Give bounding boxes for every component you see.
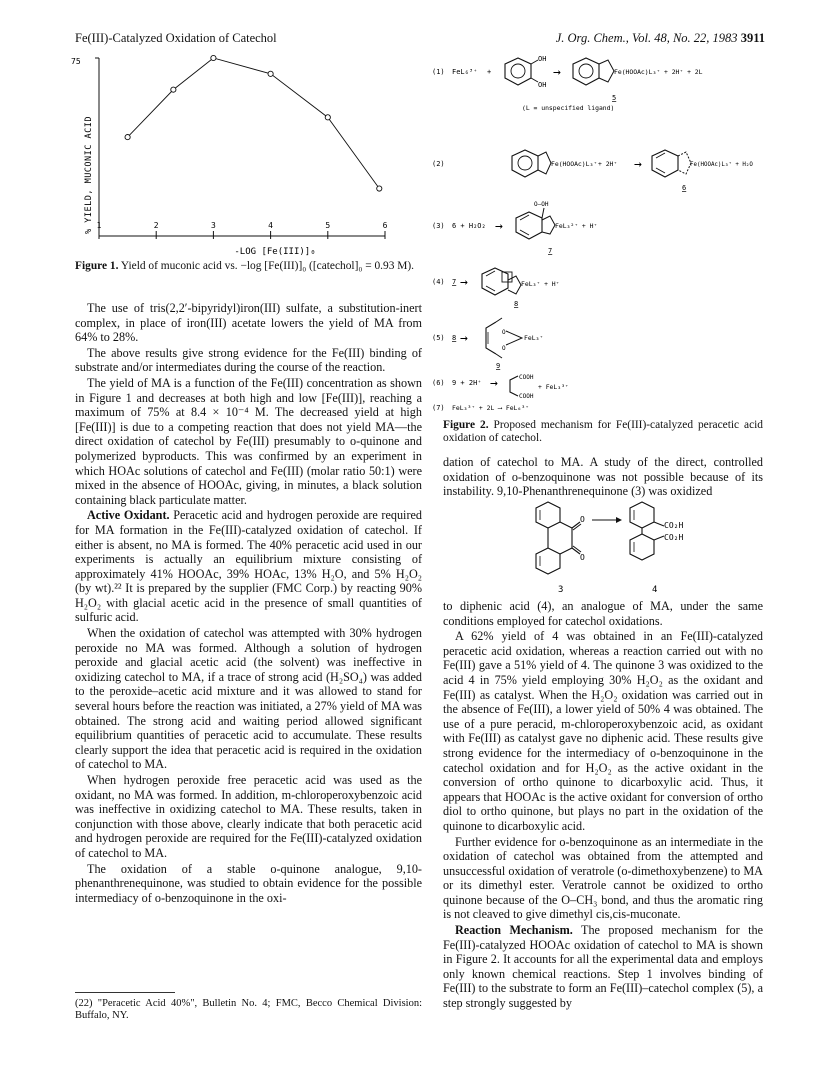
muconic-acid-structure (510, 376, 518, 396)
data-point (125, 135, 130, 140)
step-5-number: (5) (432, 334, 445, 342)
compound-8-label: 8 (514, 300, 519, 308)
step-1-oh-top: OH (538, 55, 547, 63)
y-axis-top-tick: 75 (71, 57, 81, 66)
step-5-o-labels-2: O (502, 345, 506, 352)
left-column-paragraph (75, 508, 422, 625)
step-7-number: (7) (432, 404, 445, 412)
step-5-lhs: 8 (452, 334, 457, 342)
x-axis-label: -LOG [Fe(III)]₀ (234, 247, 316, 257)
step-4-lhs: 7 (452, 278, 457, 286)
step-6-cooh-2: COOH (519, 393, 534, 400)
scheme-co2h-1: CO₂H (664, 521, 684, 530)
chart-series (125, 55, 382, 191)
right-column-paragraph: Further evidence for o-benzoquinone as an intermediate in the oxidation of catechol was obtained from the attempted and unsuccessful oxidation of veratrole (o-dimethoxybenzene) to MA or its dimethyl ester. Veratrole cannot be oxidized to ortho quinone because of the O–CH₃ bond, and thus the aromatic ring is not cleaved to give dimethyl cis,cis-muconate. (443, 834, 763, 922)
left-column-paragraph: When the oxidation of catechol was attempted with 30% hydrogen peroxide no MA was formed. Although a solution of hydrogen peroxide and glacial acetic acid (the solvent) was ineffective in oxidizing catechol to MA, if a trace of strong acid (H₂SO₄) was added to the peroxide–acetic acid mixture and it was allowed to stand for several hours before the reaction was initiated, a 27% yield of MA was obtained. The strong acid and waiting period allowed significant equilibrium quantities of peracetic acid to accumulate. These results clearly support the idea that peracetic acid is required in the oxidation of catechol to MA. (75, 626, 422, 772)
quinone-oxygen-1: O (580, 515, 585, 524)
open-chain-9 (486, 322, 496, 354)
step-7-text: FeL₃³⁺ + 2L ⟶ FeL₆³⁺ (452, 404, 529, 412)
footnote-22: (22) "Peracetic Acid 40%", Bulletin No. 4; FMC, Becco Chemical Division: Buffalo, NY. (75, 998, 422, 1022)
right-column-paragraph (443, 923, 763, 1011)
running-header-title: Fe(III)-Catalyzed Oxidation of Catechol (75, 31, 277, 45)
x-tick-label: 6 (382, 221, 388, 230)
step-5-arrow: → (460, 331, 468, 346)
step-3-ooh: O–OH (534, 201, 549, 208)
figure-1-chart (71, 50, 395, 260)
figure-2-mechanism (430, 48, 770, 418)
figure-2-caption-text: Proposed mechanism for Fe(III)-catalyzed peracetic acid oxidation of catechol. (443, 419, 763, 445)
step-4-number: (4) (432, 278, 445, 286)
data-point (171, 87, 176, 92)
footnote-rule (75, 992, 175, 993)
scheme-label-4: 4 (652, 585, 658, 595)
scheme-co2h-2: CO₂H (664, 533, 684, 542)
right-column-top-text: dation of catechol to MA. A study of the direct, controlled oxidation of o-benzoquinone was not possible because of its instability. 9,10-Phenanthrenequinone (3) was oxidized (443, 455, 763, 499)
data-point (325, 115, 330, 120)
x-tick-label: 2 (153, 221, 159, 230)
figure-1-caption-text: Yield of muconic acid vs. −log [Fe(III)]₀ ([catechol]₀ = 0.93 M). (120, 260, 415, 272)
figure-2-caption (443, 419, 763, 445)
step-3-arrow: → (495, 219, 503, 234)
step-6-number: (6) (432, 379, 445, 387)
step-4-arrow: → (460, 275, 468, 290)
right-column-body (443, 599, 763, 1011)
right-column-paragraph: A 62% yield of 4 was obtained in an Fe(III)-catalyzed peracetic acid oxidation, whereas a reaction carried out with no Fe(III) gave a 51% yield of 4. The quinone 3 was oxidized to the acid 4 in 75% yield employing 30% H₂O₂ as the oxidant and Fe(III) as catalyst. When the H₂O₂ oxidation was carried out in the absence of Fe(III), a lower yield of 50% 4 was obtained. The use of a pure peracid, m-chloroperoxybenzoic acid, as oxidant with Fe(III) as catalyst gave no diphenic acid. These results give strong evidence for the intermediacy of o-benzoquinone in the catechol oxidation and for H₂O₂ as the active oxidant in the conversion of ortho quinone to dicarboxylic acid. Thus, it appears that HOOAc is the active oxidant for conversion of ortho diol to ortho quinone, but plays no part in the oxidation of the quinone to dicarboxylic acid. (443, 629, 763, 833)
step-2-plus: + 2H⁺ (598, 160, 618, 168)
left-column-paragraph: The yield of MA is a function of the Fe(III) concentration as shown in Figure 1 and decreases at both high and low [Fe(III)], reaching a maximum of 75% at 8.4 × 10⁻⁴ M. The decreased yield at high [Fe(III)] is due to a competing reaction that does not yield MA—the direct oxidation of catechol by Fe(III) presumably to o-quinone and polymerized byproducts. This was confirmed by an experiment in which HOAc solutions of catechol and Fe(III) (molar ratio 50:1) were mixed in the absence of HOOAc, giving, in minutes, a black solution containing black particulate matter. (75, 375, 422, 507)
data-point (268, 71, 273, 76)
right-column-paragraph: to diphenic acid (4), an analogue of MA, under the same conditions employed for catechol oxidations. (443, 599, 763, 628)
ligand-note: (L = unspecified ligand) (522, 104, 615, 112)
step-6-arrow: → (490, 376, 498, 391)
y-axis-label: % YIELD, MUCONIC ACID (84, 116, 94, 234)
volume-info: Vol. 48, No. 22, 1983 (632, 31, 738, 45)
data-point (377, 186, 382, 191)
step-6-cooh-1: COOH (519, 374, 534, 381)
figure-1-caption (75, 260, 422, 273)
step-4-product: FeL₃⁺ + H⁺ (521, 280, 560, 288)
left-column-paragraph: The use of tris(2,2′-bipyridyl)iron(III) sulfate, a substitution-inert complex, in place of iron(III) acetate lowers the yield of MA from 64% to 28%. (75, 301, 422, 345)
running-header-journal (556, 31, 765, 46)
step-1-oh-bottom: OH (538, 81, 547, 89)
x-tick-label: 1 (96, 221, 102, 230)
data-point (211, 55, 216, 60)
step-5-product: FeL₃⁺ (524, 334, 544, 342)
page-number: 3911 (740, 31, 765, 45)
series-line (128, 58, 380, 189)
quinone-oxygen-2: O (580, 553, 585, 562)
step-1-number: (1) (432, 68, 445, 76)
paragraph-text: Peracetic acid and hydrogen peroxide are required for MA formation in the Fe(III)-catalyzed oxidation of catechol. If either is absent, no MA is formed. The 40% peracetic acid used in our experiments is actually an equilibrium mixture consisting of approximately 41% HOOAc, 39% HOAc, 13% H₂O, and 5% H₂O₂ (by wt).²² It is prepared by the supplier (FMC Corp.) by reacting 90% H₂O₂ with glacial acetic acid in the presence of small quantities of sulfuric acid. (75, 508, 423, 625)
step-3-number: (3) (432, 222, 445, 230)
left-column-body (75, 301, 422, 905)
step-1-plus: + (487, 68, 492, 76)
left-column-paragraph: The above results give strong evidence for the Fe(III) binding of substrate and/or intermediates during the course of the reaction. (75, 345, 422, 375)
compound-6-label: 6 (682, 184, 687, 192)
step-2-reactant: Fe(HOOAc)L₃⁺ (551, 160, 598, 168)
complex-5-ring-step2 (512, 150, 538, 177)
compound-7-label: 7 (548, 247, 553, 255)
step-1-arrow: → (553, 65, 561, 80)
figure-2-caption-label: Figure 2. (443, 419, 489, 431)
section-heading: Active Oxidant. (87, 508, 170, 523)
step-1-reagent: FeL₆³⁺ (452, 68, 478, 76)
x-tick-label: 4 (268, 221, 274, 230)
step-3-product: FeL₃²⁺ + H⁺ (555, 222, 598, 230)
left-column-paragraph: The oxidation of a stable o-quinone analogue, 9,10-phenanthrenequinone, was studied to obtain evidence for the possible intermediacy of o-benzoquinone in the oxi- (75, 861, 422, 905)
figure-1-caption-label: Figure 1. (75, 260, 119, 272)
step-6-lhs: 9 + 2H⁺ (452, 379, 482, 387)
right-column-top (443, 455, 763, 499)
complex-5-ring (573, 58, 599, 85)
scheme-label-3: 3 (558, 585, 564, 595)
catechol-ring (505, 58, 531, 85)
step-2-arrow: → (634, 157, 642, 172)
chart-axes (95, 58, 388, 239)
x-tick-label: 3 (210, 221, 216, 230)
step-6-product: + FeL₃³⁺ (538, 383, 569, 391)
step-5-o-labels: O (502, 329, 506, 336)
journal-name: J. Org. Chem., (555, 31, 629, 45)
step-1-product: Fe(HOOAc)L₃⁺ + 2H⁺ + 2L (614, 68, 703, 76)
compound-9-label: 9 (496, 362, 501, 370)
section-heading: Reaction Mechanism. (455, 923, 573, 938)
x-tick-label: 5 (325, 221, 331, 230)
scheme-phenanthrenequinone (520, 500, 720, 595)
compound-5-label: 5 (612, 94, 617, 102)
step-2-number: (2) (432, 160, 445, 168)
step-2-product: Fe(HOOAc)L₃⁺ + H₂O (690, 162, 753, 168)
left-column-paragraph: When hydrogen peroxide free peracetic acid was used as the oxidant, no MA was formed. In addition, m-chloroperoxybenzoic acid was ineffective in oxidizing catechol to MA. These results, taken in conjunction with those above, clearly indicate that both peracetic acid and hydrogen peroxide are required for the Fe(III)-catalyzed oxidation of catechol to MA. (75, 773, 422, 860)
paragraph-text: The proposed mechanism for the Fe(III)-catalyzed HOOAc oxidation of catechol to MA is shown in Figure 2. It accounts for all the experimental data and employs only known chemical reactions. Step 1 involves binding of Fe(III) to the substrate to form an Fe(III)–catechol complex (5), a step strongly suggested by (443, 923, 763, 1011)
step-3-lhs: 6 + H₂O₂ (452, 222, 486, 230)
